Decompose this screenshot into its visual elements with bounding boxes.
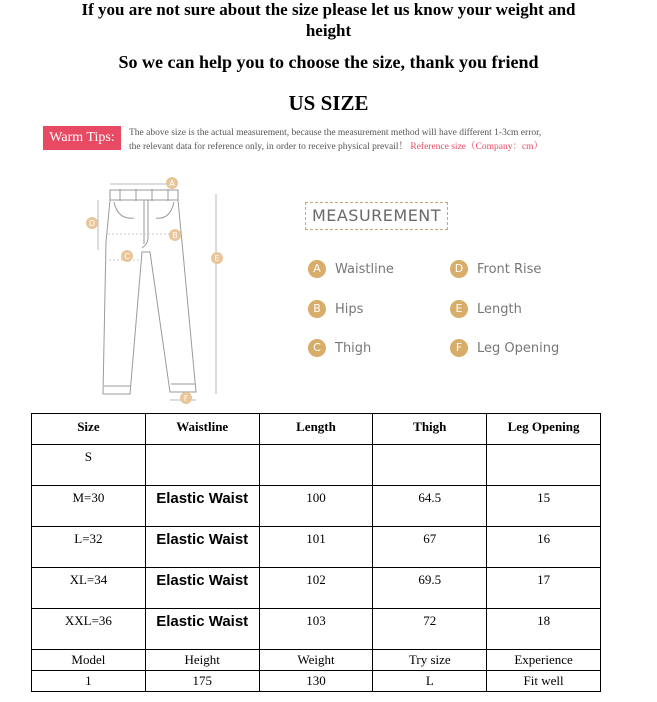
weight-height-note: If you are not sure about the size please let us know your weight and [81,0,576,19]
legend-marker-a: A [308,260,326,278]
model-header-cell: Experience [487,650,601,671]
table-cell: 67 [373,527,487,568]
pants-outline [103,200,196,394]
model-cell: Fit well [487,671,601,692]
table-cell: 64.5 [373,486,487,527]
header-cell: Leg Opening [487,414,601,445]
legend-label-length: Length [477,301,522,317]
table-cell: Elastic Waist [145,527,259,568]
marker-a: A [169,179,175,188]
table-cell [487,445,601,486]
table-cell: 17 [487,568,601,609]
table-cell: XL=34 [32,568,146,609]
marker-c: C [124,252,130,261]
page-title: US SIZE [288,91,369,115]
model-cell: L [373,671,487,692]
table-cell: 103 [259,609,373,650]
legend-marker-b: B [308,300,326,318]
header-cell: Size [32,414,146,445]
table-cell: M=30 [32,486,146,527]
marker-f: F [183,394,189,403]
tips-text-line2: the relevant data for reference only, in order to receive physical prevail！ [129,142,408,152]
table-cell: 101 [259,527,373,568]
legend-label-leg-opening: Leg Opening [477,340,560,356]
legend-hips [308,300,363,318]
help-note: So we can help you to choose the size, thank you friend [118,52,539,72]
warm-tips-text [129,126,629,154]
legend-marker-d: D [450,260,468,278]
table-cell: 16 [487,527,601,568]
marker-b: B [172,231,178,240]
table-cell: 72 [373,609,487,650]
marker-e: E [214,254,220,263]
header-cell: Length [259,414,373,445]
table-cell [373,445,487,486]
model-row [32,671,601,692]
table-cell: S [32,445,146,486]
legend-label-thigh: Thigh [335,340,372,356]
legend-label-waistline: Waistline [335,261,394,277]
table-cell: 15 [487,486,601,527]
tips-reference-size: Reference size（Company：cm） [410,142,544,152]
size-table [31,413,601,692]
table-cell [259,445,373,486]
header-cell: Thigh [373,414,487,445]
legend-thigh [308,339,371,357]
model-cell: 175 [145,671,259,692]
table-row [32,445,601,486]
legend-marker-c: C [308,339,326,357]
model-header-row [32,650,601,671]
table-cell: L=32 [32,527,146,568]
table-row [32,486,601,527]
table-row [32,527,601,568]
model-header-cell: Height [145,650,259,671]
pants-diagram [78,172,243,408]
table-cell: Elastic Waist [145,609,259,650]
legend-length [450,300,522,318]
model-cell: 1 [32,671,146,692]
table-cell [145,445,259,486]
legend-front-rise [450,260,541,278]
table-cell: Elastic Waist [145,568,259,609]
table-cell: Elastic Waist [145,486,259,527]
table-row [32,568,601,609]
legend-waistline [308,260,394,278]
model-header-cell: Model [32,650,146,671]
legend-leg-opening [450,339,559,357]
model-header-cell: Weight [259,650,373,671]
table-cell: 100 [259,486,373,527]
legend-marker-e: E [450,300,468,318]
measurement-heading: MEASUREMENT [305,202,448,230]
table-header-row [32,414,601,445]
table-cell: 18 [487,609,601,650]
header-cell: Waistline [145,414,259,445]
legend-label-front-rise: Front Rise [477,261,542,277]
table-cell: XXL=36 [32,609,146,650]
model-cell: 130 [259,671,373,692]
table-row [32,609,601,650]
table-cell: 102 [259,568,373,609]
warm-tips-badge: Warm Tips: [43,126,121,150]
marker-d: D [88,219,96,228]
table-cell: 69.5 [373,568,487,609]
model-header-cell: Try size [373,650,487,671]
tips-text-line1: The above size is the actual measurement, because the measurement method will have different 1-3cm error, [129,128,542,138]
weight-height-note-cont: height [305,21,352,40]
legend-marker-f: F [450,339,468,357]
legend-label-hips: Hips [335,301,364,317]
